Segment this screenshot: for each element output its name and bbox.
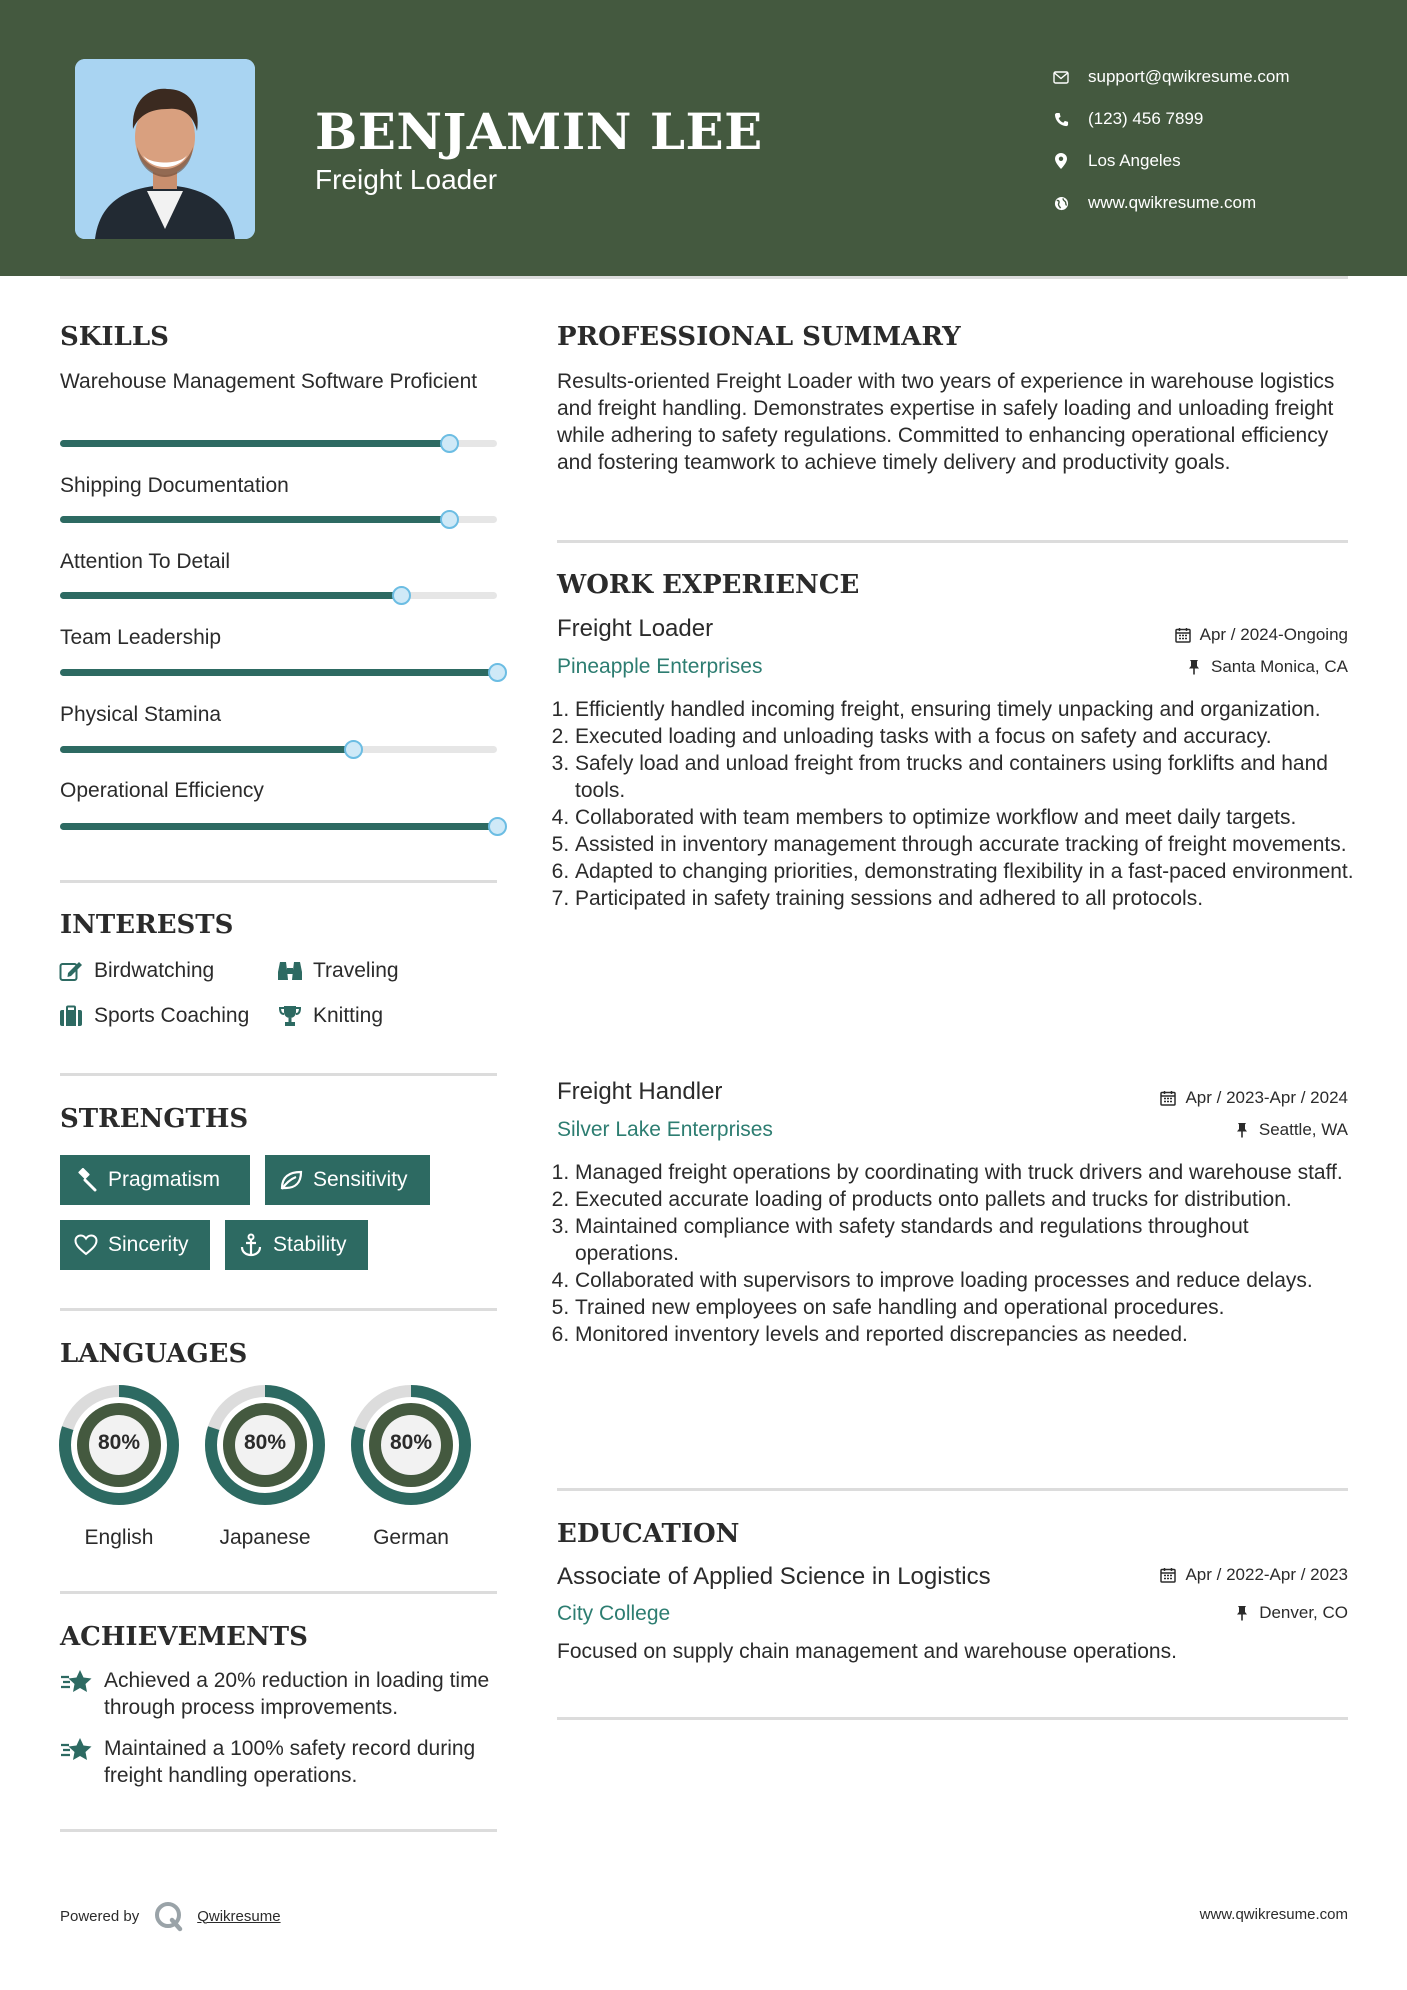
skill-bar-knob — [440, 510, 459, 529]
skill-bar-knob — [392, 586, 411, 605]
job-date — [1174, 625, 1348, 645]
skill-bar — [60, 823, 497, 830]
phone-icon — [1050, 108, 1072, 130]
contact-location — [1050, 140, 1290, 182]
education-school: City College — [557, 1602, 671, 1625]
job-bullet: 4. Collaborated with team members to optimize workflow and meet daily targets. — [575, 804, 1357, 831]
strength-label: Sincerity — [108, 1233, 189, 1256]
achievements-title: ACHIEVEMENTS — [60, 1622, 308, 1652]
contact-phone[interactable] — [1050, 98, 1290, 140]
language-name: English — [84, 1526, 154, 1549]
strength-label: Stability — [273, 1233, 347, 1256]
language-item — [204, 1384, 326, 1550]
skill-item — [60, 368, 497, 395]
section-divider — [60, 880, 497, 883]
job-location — [1233, 1120, 1348, 1140]
edit-icon — [58, 958, 84, 984]
contact-phone-text: (123) 456 7899 — [1088, 109, 1204, 128]
achievement-item — [60, 1667, 500, 1721]
skill-name: Shipping Documentation — [60, 474, 289, 497]
section-divider — [60, 1308, 497, 1311]
interest-label: Birdwatching — [94, 959, 215, 982]
job-title: Freight Handler — [557, 1078, 723, 1105]
envelope-icon — [1050, 66, 1072, 88]
education-degree: Associate of Applied Science in Logistics — [557, 1563, 991, 1590]
interest-item — [277, 1001, 383, 1031]
section-divider — [60, 1829, 497, 1832]
language-item — [350, 1384, 472, 1550]
job-company: Pineapple Enterprises — [557, 655, 763, 678]
skill-item — [60, 777, 497, 804]
skill-name: Team Leadership — [60, 626, 222, 649]
heart-icon — [73, 1232, 99, 1258]
job-bullet: 7. Participated in safety training sessions and adhered to all protocols. — [575, 885, 1357, 912]
education-location-text: Denver, CO — [1259, 1603, 1348, 1622]
job-bullet: 3. Maintained compliance with safety standards and regulations throughout operations. — [575, 1213, 1357, 1267]
pushpin-icon — [1185, 658, 1203, 676]
job-date-text: Apr / 2024-Ongoing — [1199, 625, 1348, 644]
interest-item — [58, 956, 214, 986]
skill-bar-fill — [60, 516, 449, 523]
skill-bar — [60, 516, 497, 523]
language-item — [58, 1384, 180, 1550]
job-company: Silver Lake Enterprises — [557, 1118, 773, 1141]
footer-powered-by — [60, 1900, 281, 1932]
job-bullet: 3. Safely load and unload freight from trucks and containers using forklifts and hand tools. — [575, 750, 1357, 804]
contact-website-text: www.qwikresume.com — [1088, 193, 1257, 212]
skill-bar-fill — [60, 823, 497, 830]
achievement-text: Maintained a 100% safety record during freight handling operations. — [104, 1737, 476, 1787]
skill-name: Operational Efficiency — [60, 779, 264, 802]
skill-name: Attention To Detail — [60, 550, 231, 573]
job-bullet: 4. Collaborated with supervisors to improve loading processes and reduce delays. — [575, 1267, 1357, 1294]
strengths-title: STRENGTHS — [60, 1104, 249, 1134]
languages-title: LANGUAGES — [60, 1339, 248, 1369]
job-bullet: 1. Managed freight operations by coordinating with truck drivers and warehouse staff. — [575, 1159, 1357, 1186]
briefcase-icon — [58, 1003, 84, 1029]
gavel-icon — [73, 1167, 99, 1193]
education-date — [1159, 1565, 1348, 1585]
qwikresume-logo-icon — [153, 1900, 185, 1932]
contact-email-text: support@qwikresume.com — [1088, 67, 1290, 86]
globe-icon — [1050, 192, 1072, 214]
skill-bar-knob — [440, 434, 459, 453]
section-divider — [60, 1591, 497, 1594]
language-percent: 80% — [243, 1431, 287, 1454]
language-percent: 80% — [97, 1431, 141, 1454]
skill-name: Physical Stamina — [60, 703, 222, 726]
star-icon — [60, 1735, 94, 1765]
job-title: Freight Loader — [557, 615, 714, 642]
skills-title: SKILLS — [60, 322, 169, 352]
powered-by-text: Powered by — [60, 1907, 140, 1925]
candidate-role: Freight Loader — [315, 164, 498, 195]
skill-item — [60, 548, 497, 575]
calendar-icon — [1174, 626, 1192, 644]
strength-badge — [60, 1220, 210, 1270]
footer-website[interactable]: www.qwikresume.com — [1199, 1906, 1348, 1923]
interest-label: Knitting — [313, 1004, 384, 1027]
resume-header — [0, 0, 1407, 276]
header-divider — [60, 276, 1348, 279]
achievement-text: Achieved a 20% reduction in loading time through process improvements. — [104, 1669, 490, 1719]
trophy-icon — [277, 1003, 303, 1029]
job-bullets — [557, 1159, 1357, 1348]
experience-title: WORK EXPERIENCE — [557, 570, 860, 600]
anchor-icon — [238, 1232, 264, 1258]
strength-badge — [225, 1220, 368, 1270]
strength-badge — [60, 1155, 250, 1205]
education-title: EDUCATION — [557, 1519, 740, 1549]
skill-bar-fill — [60, 746, 353, 753]
summary-text: Results-oriented Freight Loader with two years of experience in warehouse logistics and freight handling. Demonstrates expertise in safely loading and unloading freight while adhering to safety regulations. Committed to enhancing operational efficiency and fostering teamwork to achieve timely delivery and productivity goals. — [557, 370, 1335, 474]
education-description: Focused on supply chain management and warehouse operations. — [557, 1640, 1177, 1663]
interest-item — [58, 1001, 249, 1031]
calendar-icon — [1159, 1566, 1177, 1584]
pushpin-icon — [1233, 1604, 1251, 1622]
profile-photo — [75, 59, 255, 239]
contact-website[interactable] — [1050, 182, 1290, 224]
job-bullet: 6. Adapted to changing priorities, demonstrating flexibility in a fast-paced environment. — [575, 858, 1357, 885]
language-name: Japanese — [219, 1526, 311, 1549]
job-bullet: 1. Efficiently handled incoming freight, ensuring timely unpacking and organization. — [575, 696, 1357, 723]
map-pin-icon — [1050, 150, 1072, 172]
section-divider — [557, 1717, 1348, 1720]
contact-email[interactable] — [1050, 56, 1290, 98]
job-bullet: 2. Executed accurate loading of products onto pallets and trucks for distribution. — [575, 1186, 1357, 1213]
education-date-text: Apr / 2022-Apr / 2023 — [1185, 1565, 1348, 1584]
qwikresume-link[interactable]: Qwikresume — [197, 1907, 281, 1925]
section-divider — [557, 540, 1348, 543]
job-location-text: Santa Monica, CA — [1210, 657, 1348, 676]
skill-name: Warehouse Management Software Proficient — [60, 370, 478, 393]
pushpin-icon — [1233, 1121, 1251, 1139]
skill-item — [60, 472, 497, 499]
interests-title: INTERESTS — [60, 910, 234, 940]
skill-bar-fill — [60, 440, 449, 447]
contact-list — [1050, 56, 1290, 224]
job-date-text: Apr / 2023-Apr / 2024 — [1185, 1088, 1348, 1107]
achievement-item — [60, 1735, 500, 1789]
strength-badge — [265, 1155, 430, 1205]
language-percent: 80% — [389, 1431, 433, 1454]
job-bullet: 6. Monitored inventory levels and reported discrepancies as needed. — [575, 1321, 1357, 1348]
job-location — [1185, 657, 1348, 677]
skill-bar-fill — [60, 592, 401, 599]
skill-bar — [60, 440, 497, 447]
language-name: German — [373, 1526, 449, 1549]
calendar-icon — [1159, 1089, 1177, 1107]
skill-bar — [60, 669, 497, 676]
interest-label: Traveling — [313, 959, 399, 982]
skill-bar — [60, 746, 497, 753]
skill-item — [60, 701, 497, 728]
skill-bar-knob — [488, 663, 507, 682]
education-location — [1233, 1603, 1348, 1623]
contact-location-text: Los Angeles — [1088, 151, 1181, 170]
leaf-icon — [278, 1167, 304, 1193]
skill-bar — [60, 592, 497, 599]
summary-title: PROFESSIONAL SUMMARY — [557, 322, 961, 352]
skill-bar-fill — [60, 669, 497, 676]
star-icon — [60, 1667, 94, 1697]
interest-label: Sports Coaching — [94, 1004, 250, 1027]
job-date — [1159, 1088, 1348, 1108]
section-divider — [60, 1073, 497, 1076]
skill-bar-knob — [488, 817, 507, 836]
binoculars-icon — [277, 958, 303, 984]
job-bullet: 2. Executed loading and unloading tasks with a focus on safety and accuracy. — [575, 723, 1357, 750]
candidate-name: BENJAMIN LEE — [315, 102, 763, 161]
job-bullet: 5. Assisted in inventory management through accurate tracking of freight movements. — [575, 831, 1357, 858]
strength-label: Pragmatism — [108, 1168, 221, 1191]
interest-item — [277, 956, 399, 986]
job-bullets — [557, 696, 1357, 912]
skill-item — [60, 624, 497, 651]
skill-bar-knob — [344, 740, 363, 759]
job-location-text: Seattle, WA — [1258, 1120, 1348, 1139]
job-bullet: 5. Trained new employees on safe handling and operational procedures. — [575, 1294, 1357, 1321]
section-divider — [557, 1488, 1348, 1491]
strength-label: Sensitivity — [313, 1168, 408, 1191]
